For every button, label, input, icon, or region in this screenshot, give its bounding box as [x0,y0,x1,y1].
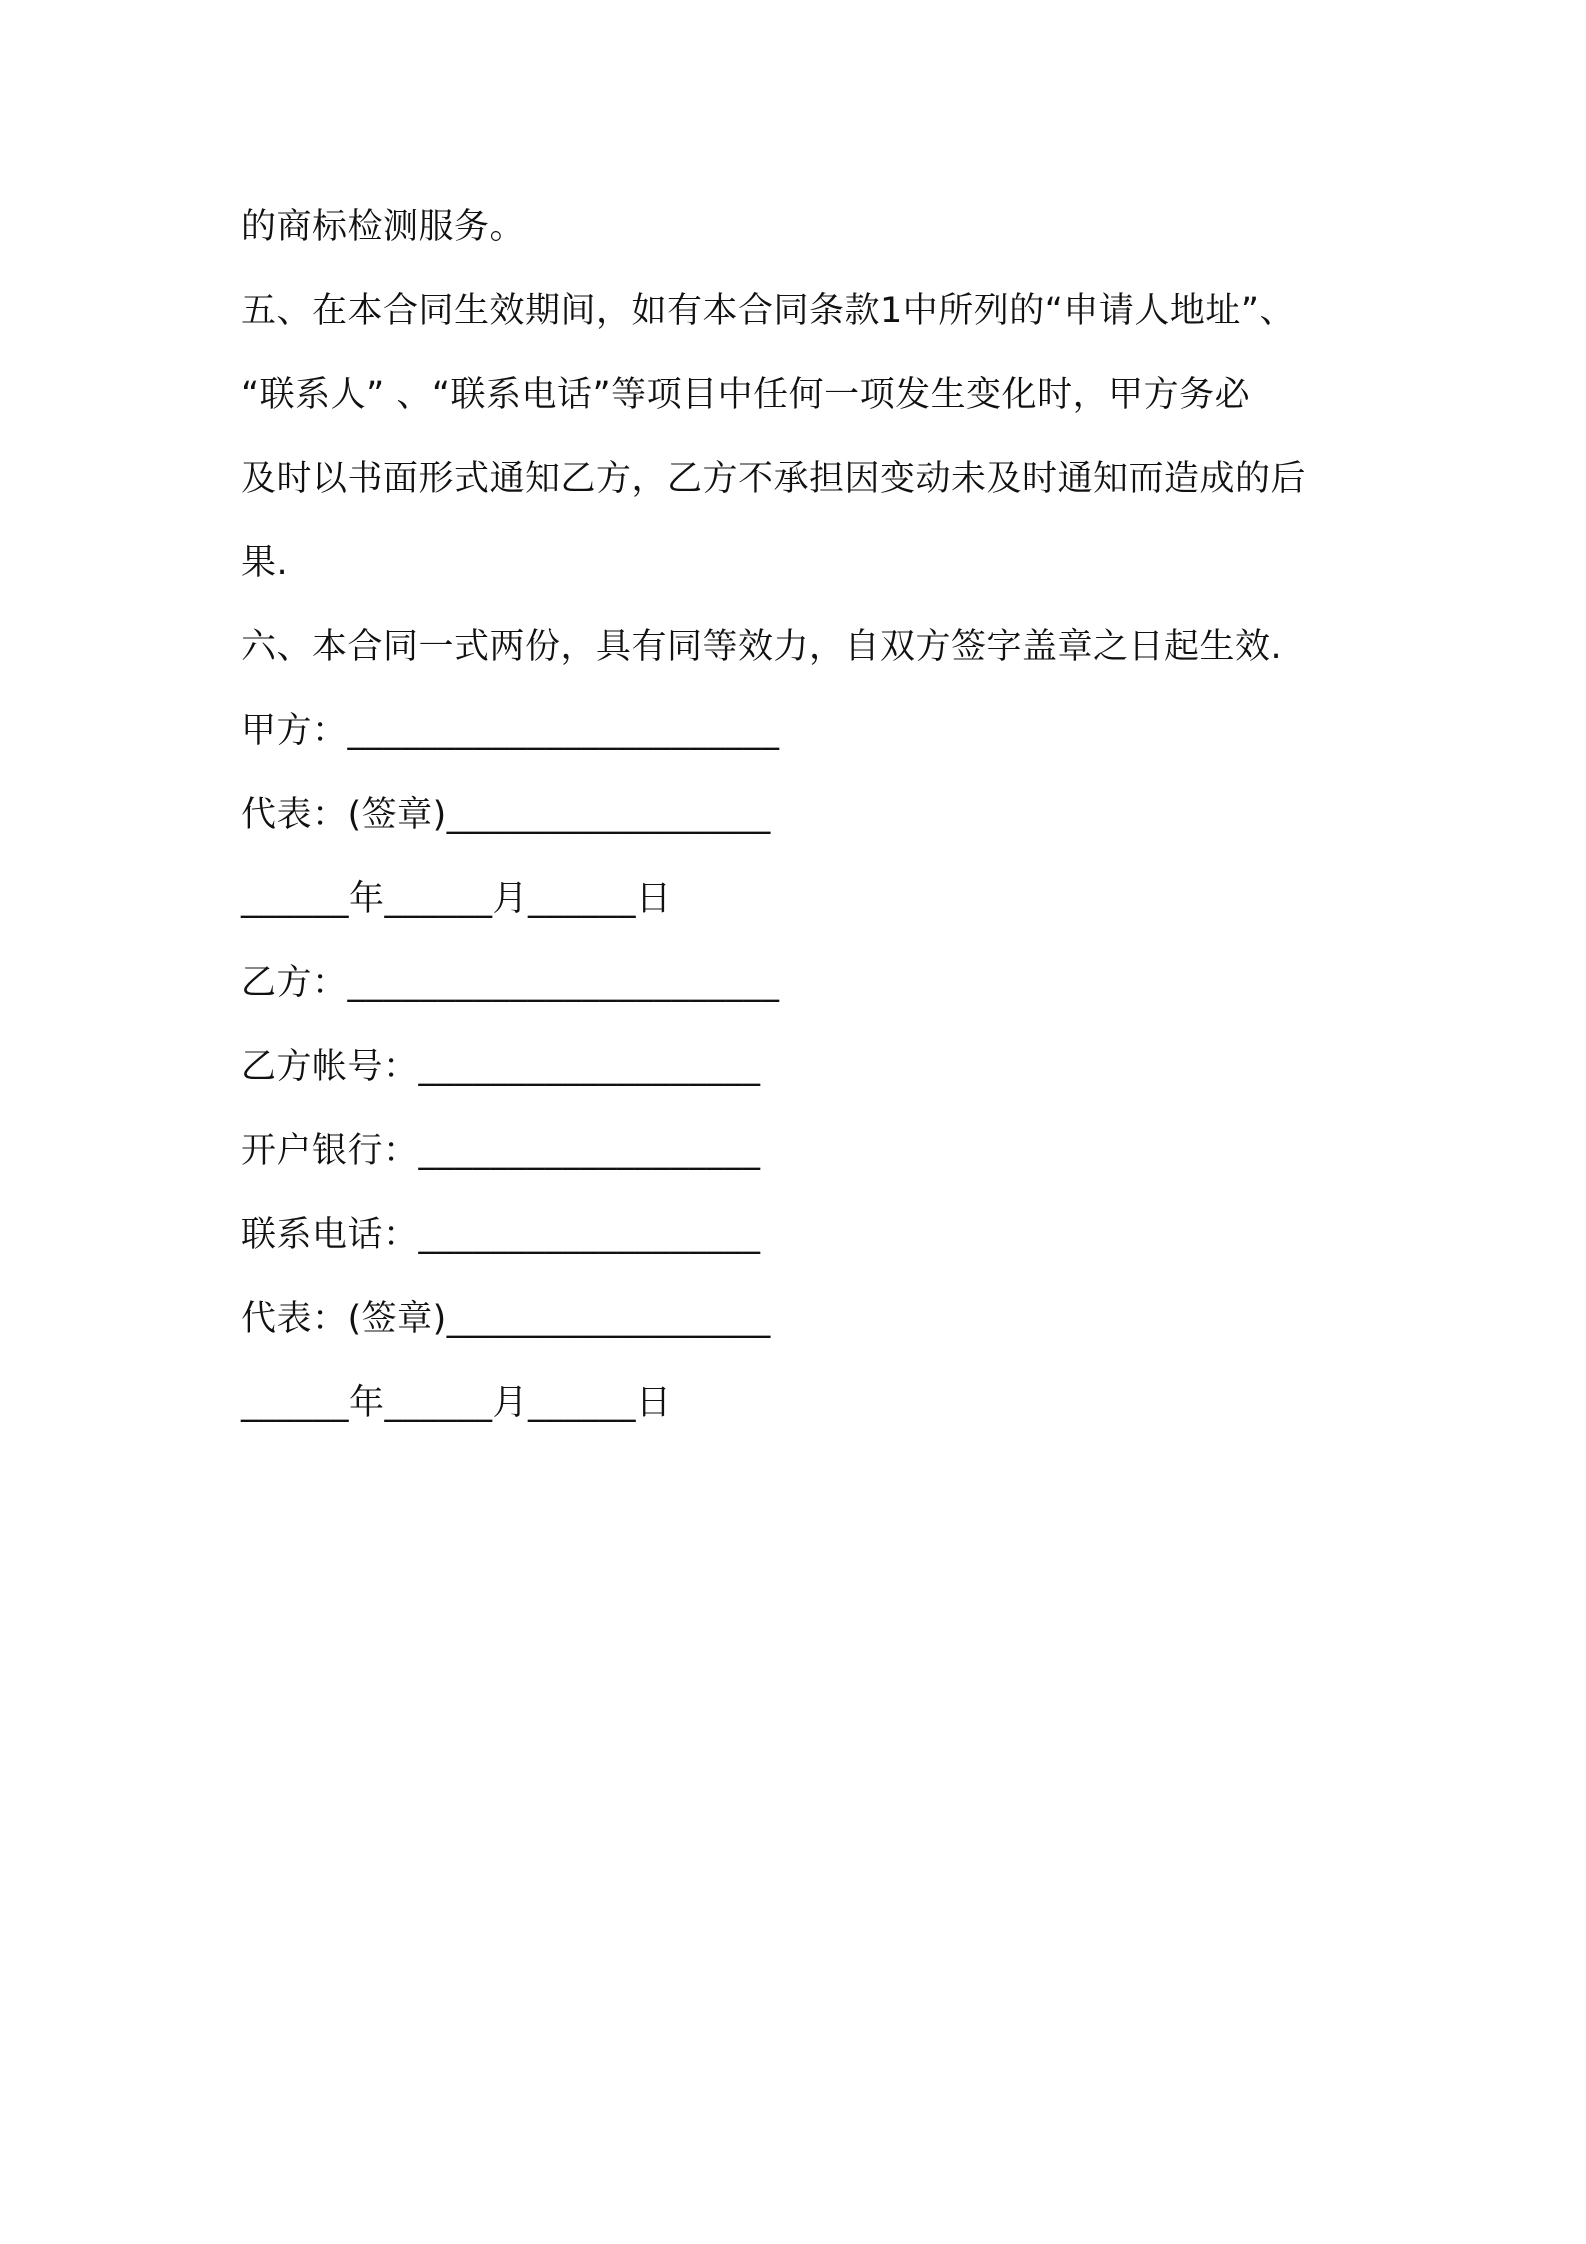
party-a-representative: 代表：(签章)__________________ [241,795,771,835]
party-b-phone: 联系电话：___________________ [241,1215,761,1255]
clause-six: 六、本合同一式两份，具有同等效力，自双方签字盖章之日起生效. [241,627,1283,667]
party-b-representative: 代表：(签章)__________________ [241,1299,771,1339]
clause-five-line-2: “联系人” 、“联系电话”等项目中任何一项发生变化时，甲方务必 [241,375,1251,415]
clause-five-line-4: 果. [241,543,289,583]
party-b-field: 乙方：________________________ [241,963,780,1003]
party-b-date: ______年______月______日 [241,1383,672,1423]
party-a-field: 甲方：________________________ [241,711,780,751]
clause-five-line-3: 及时以书面形式通知乙方，乙方不承担因变动未及时通知而造成的后 [241,459,1307,499]
party-a-date: ______年______月______日 [241,879,672,919]
party-b-account: 乙方帐号：___________________ [241,1047,761,1087]
clause-five-line-1: 五、在本合同生效期间，如有本合同条款1中所列的“申请人地址”、 [241,291,1296,331]
clause-four-tail: 的商标检测服务。 [241,207,526,247]
party-b-bank: 开户银行：___________________ [241,1131,761,1171]
